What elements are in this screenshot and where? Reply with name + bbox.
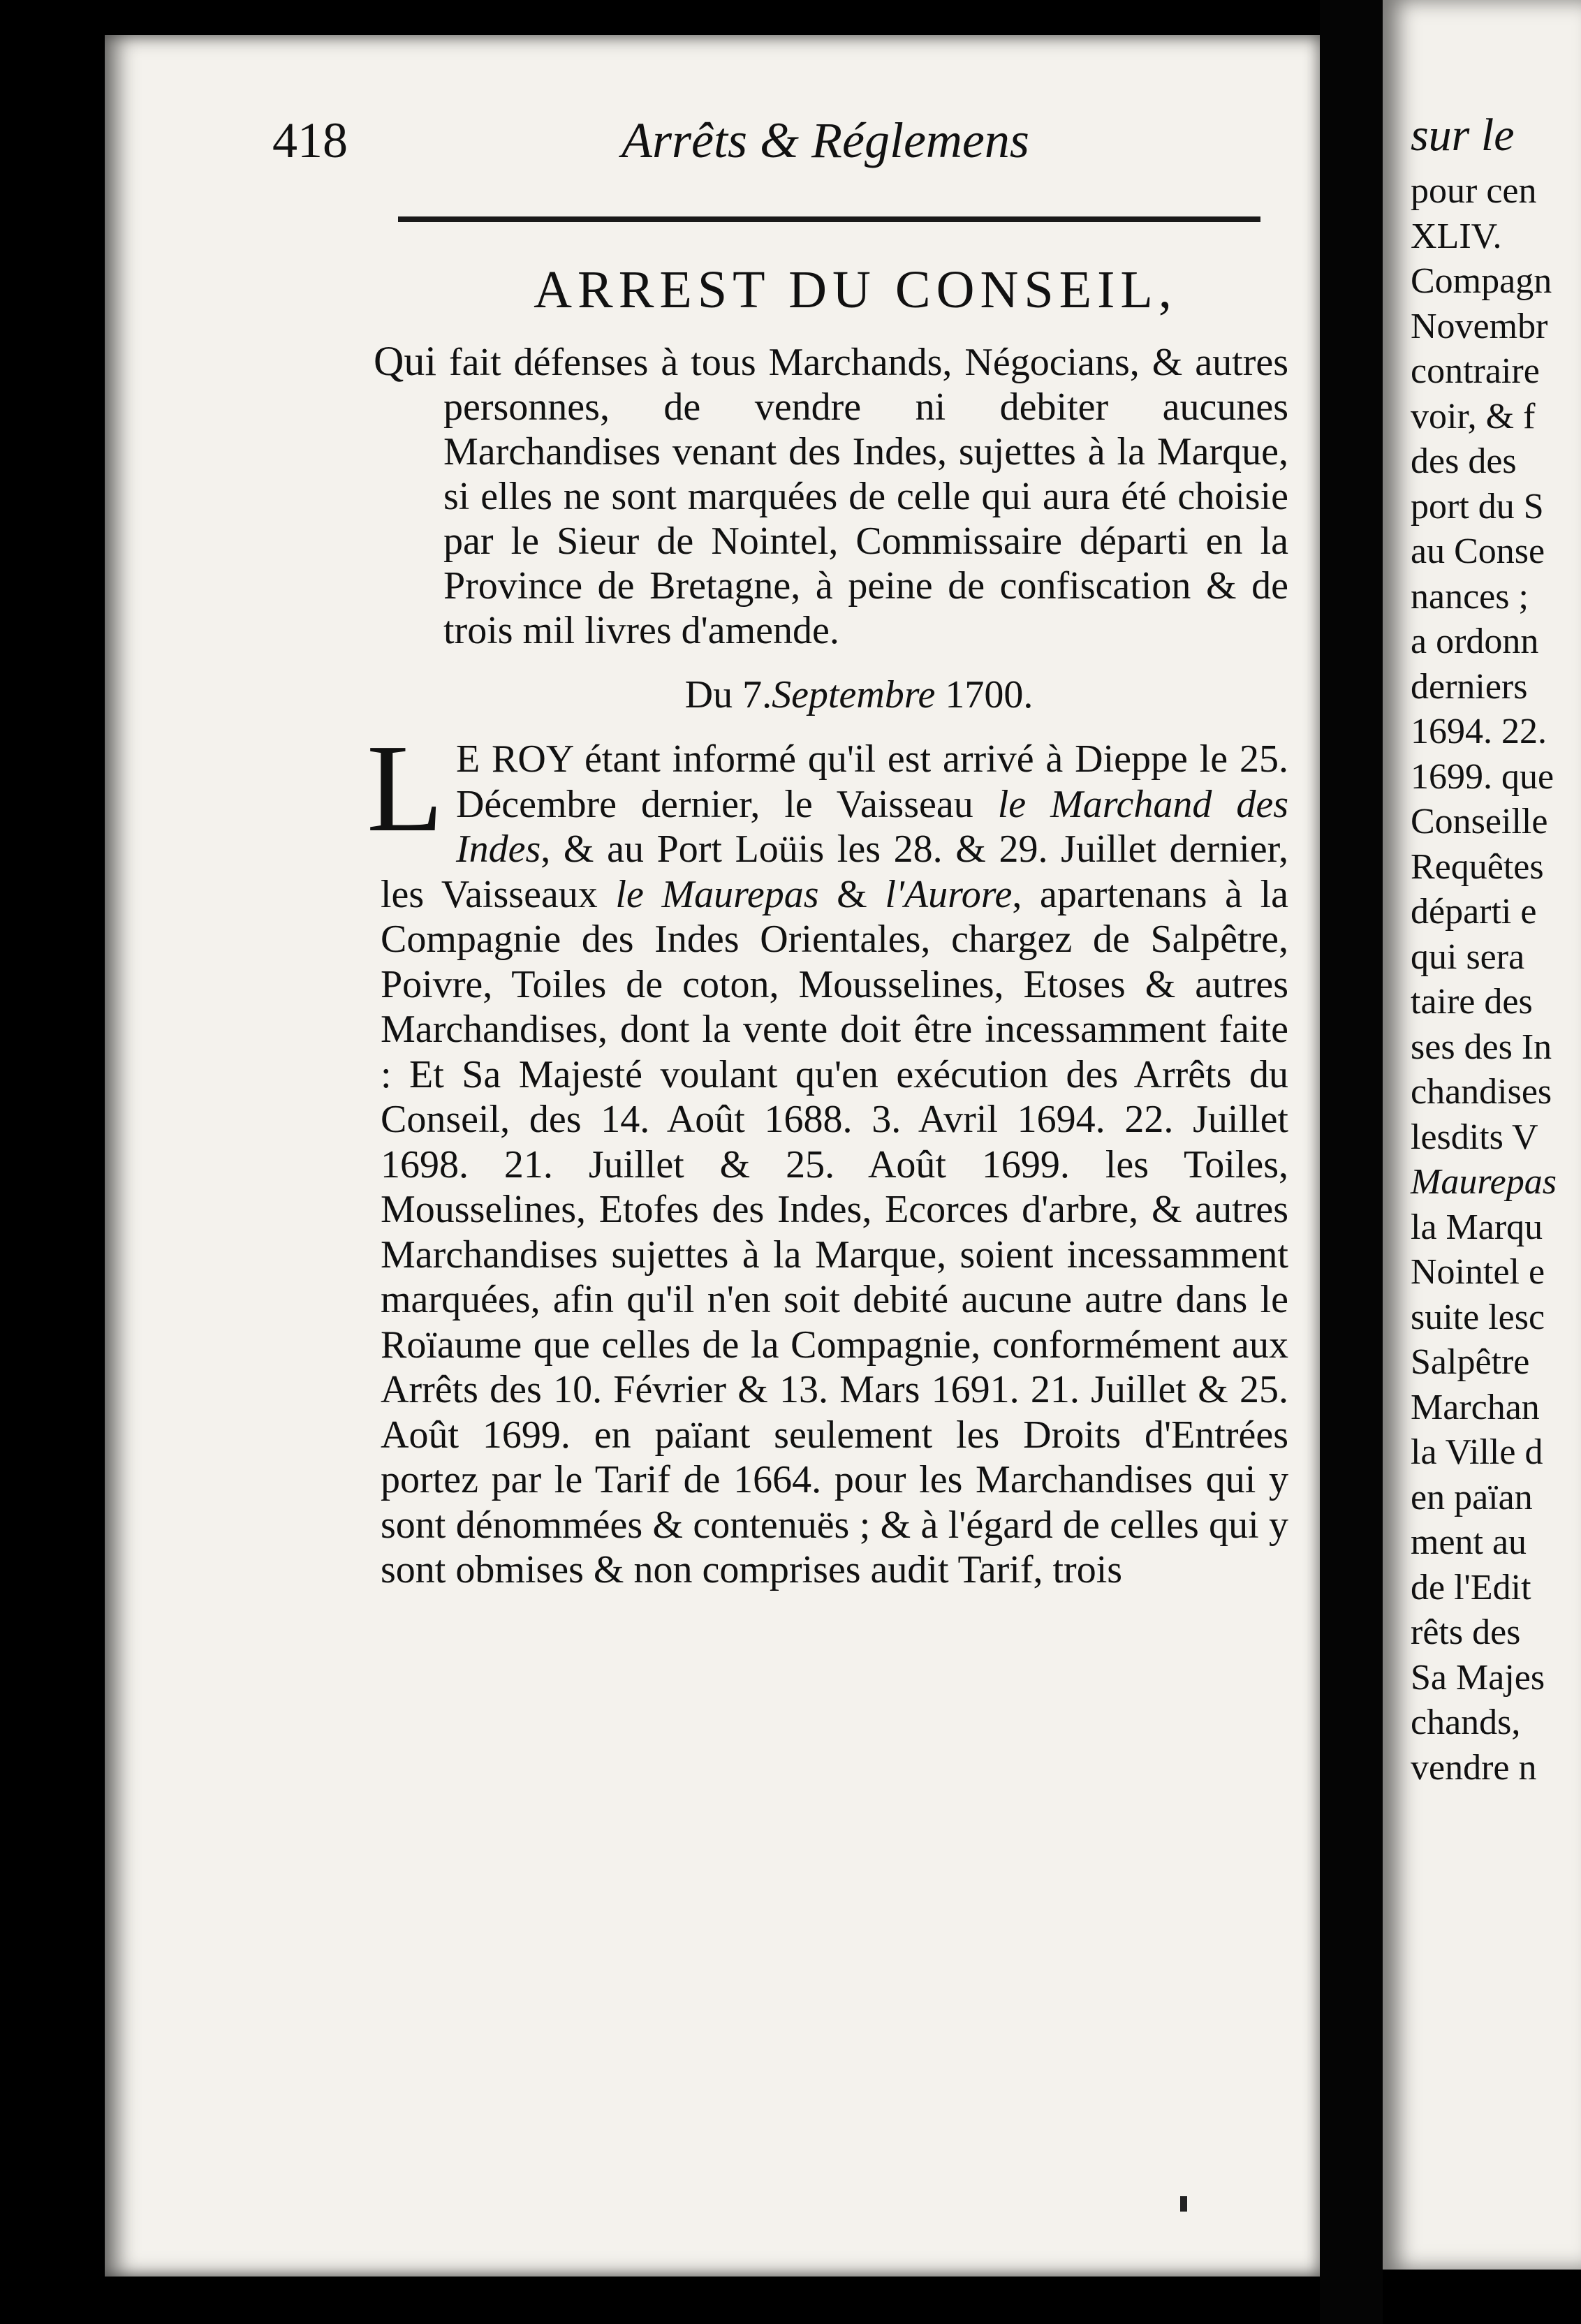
- facing-line: ses des In: [1411, 1027, 1552, 1067]
- facing-line: lesdits V: [1411, 1117, 1538, 1157]
- date-year: 1700.: [945, 673, 1034, 716]
- summary-first-word: Qui: [374, 338, 436, 384]
- body-part-3: &: [837, 872, 867, 916]
- facing-line: XLIV.: [1411, 216, 1502, 256]
- facing-line: Compagn: [1411, 261, 1552, 301]
- drop-capital: L: [367, 719, 443, 858]
- facing-line: Sa Majes: [1411, 1657, 1545, 1698]
- header-rule: [398, 216, 1260, 222]
- ship-name-marchand: le Marchand des Indes: [455, 782, 1289, 871]
- facing-line: voir, & f: [1411, 396, 1536, 436]
- body-part-4: , apartenans à la Compagnie des Indes Orientales, chargez de Salpêtre, Poivre, Toiles de coton, Mousselines, Etoses & autres Marchandises, dont la vente doit être incessamment faite : Et Sa Majesté voulant qu'en exécution des Arrêts du Conseil, des 14. Août 1688. 3. Avril 1694. 22. Juillet 1698. 21. Juillet & 25. Août 1699. les Toiles, Mousselines, Etofes des Indes, Ecorces d'arbre, & autres Marchandises sujettes à la Marque, soient incessamment marquées, afin qu'il n'en soit debité aucune autre dans le Roïaume que celles de la Compagnie, conformément aux Arrêts des 10. Février & 13. Mars 1691. 21. Juillet & 25. Août 1699. en païant seulement les Droits d'Entrées portez par le Tarif de 1664. pour les Marchandises qui y sont dénommées & contenuës ; & à l'égard de celles qui y sont obmises & non comprises audit Tarif, trois: [381, 872, 1288, 1591]
- facing-lines: [1411, 169, 1581, 1790]
- facing-line: des des: [1411, 441, 1517, 481]
- facing-line: 1699. que: [1411, 756, 1554, 797]
- facing-line: la Ville d: [1411, 1432, 1543, 1472]
- facing-line: Marchan: [1411, 1387, 1540, 1427]
- facing-line: au Conse: [1411, 531, 1545, 571]
- page-number: 418: [272, 112, 348, 168]
- body-part-2: , & au Port Loüis les 28. & 29. Juillet dernier, les Vaisseaux: [381, 828, 1288, 916]
- body-part-1: E ROY étant informé qu'il est arrivé à Dieppe le 25. Décembre dernier, le Vaisseau: [455, 737, 1288, 826]
- facing-line: pour cen: [1411, 171, 1537, 211]
- running-title: Arrêts & Réglemens: [622, 112, 1029, 168]
- facing-line: 1694. 22.: [1411, 712, 1547, 751]
- facing-line: port du S: [1411, 486, 1544, 527]
- arrest-title: ARREST DU CONSEIL,: [534, 260, 1177, 319]
- arrest-text: [367, 234, 1289, 1593]
- facing-line: rêts des: [1411, 1612, 1521, 1652]
- facing-line: départi e: [1411, 892, 1537, 932]
- facing-line: taire des: [1411, 982, 1533, 1022]
- facing-running-head: sur le: [1411, 110, 1515, 161]
- facing-line: la Marqu: [1411, 1207, 1543, 1247]
- facing-line: en païan: [1411, 1477, 1533, 1517]
- facing-line: Maurepas: [1411, 1162, 1557, 1202]
- facing-line: suite lesc: [1411, 1297, 1545, 1337]
- date-month: Septembre: [772, 673, 936, 716]
- page-header: [272, 112, 1292, 189]
- arrest-date: [429, 671, 1288, 719]
- facing-line: Nointel e: [1411, 1252, 1545, 1292]
- facing-line: chands,: [1411, 1702, 1521, 1742]
- facing-line: derniers: [1411, 666, 1528, 707]
- summary-text: fait défenses à tous Marchands, Négocians, & autres personnes, de vendre ni debiter aucunes Marchandises venant des Indes, sujettes à la Marque, si elles ne sont marquées de celle qui aura été choisie par le Sieur de Nointel, Commissaire départi en la Province de Bretagne, à peine de confiscation & de trois mil livres d'amende.: [443, 341, 1289, 652]
- arrest-summary: [374, 338, 1289, 653]
- facing-page-text: [1411, 112, 1581, 1790]
- book-gutter: [1320, 0, 1383, 2324]
- facing-line: Novembr: [1411, 306, 1548, 346]
- facing-line: contraire: [1411, 351, 1540, 391]
- facing-line: Salpêtre: [1411, 1342, 1530, 1382]
- facing-line: Requêtes: [1411, 846, 1544, 887]
- arrest-body: [367, 719, 1289, 1593]
- ship-name-aurore: l'Aurore: [885, 872, 1013, 916]
- facing-line: ment au: [1411, 1522, 1527, 1562]
- facing-line: qui sera: [1411, 936, 1525, 977]
- facing-line: vendre n: [1411, 1747, 1537, 1788]
- facing-line: Conseille: [1411, 802, 1548, 841]
- facing-line: a ordonn: [1411, 622, 1539, 661]
- ship-name-maurepas: le Maurepas: [615, 872, 819, 916]
- facing-line: de l'Edit: [1411, 1567, 1531, 1608]
- date-prefix: Du 7.: [684, 673, 772, 716]
- facing-line: chandises: [1411, 1072, 1552, 1112]
- facing-line: nances ;: [1411, 576, 1529, 617]
- page-mark: [1180, 2196, 1187, 2212]
